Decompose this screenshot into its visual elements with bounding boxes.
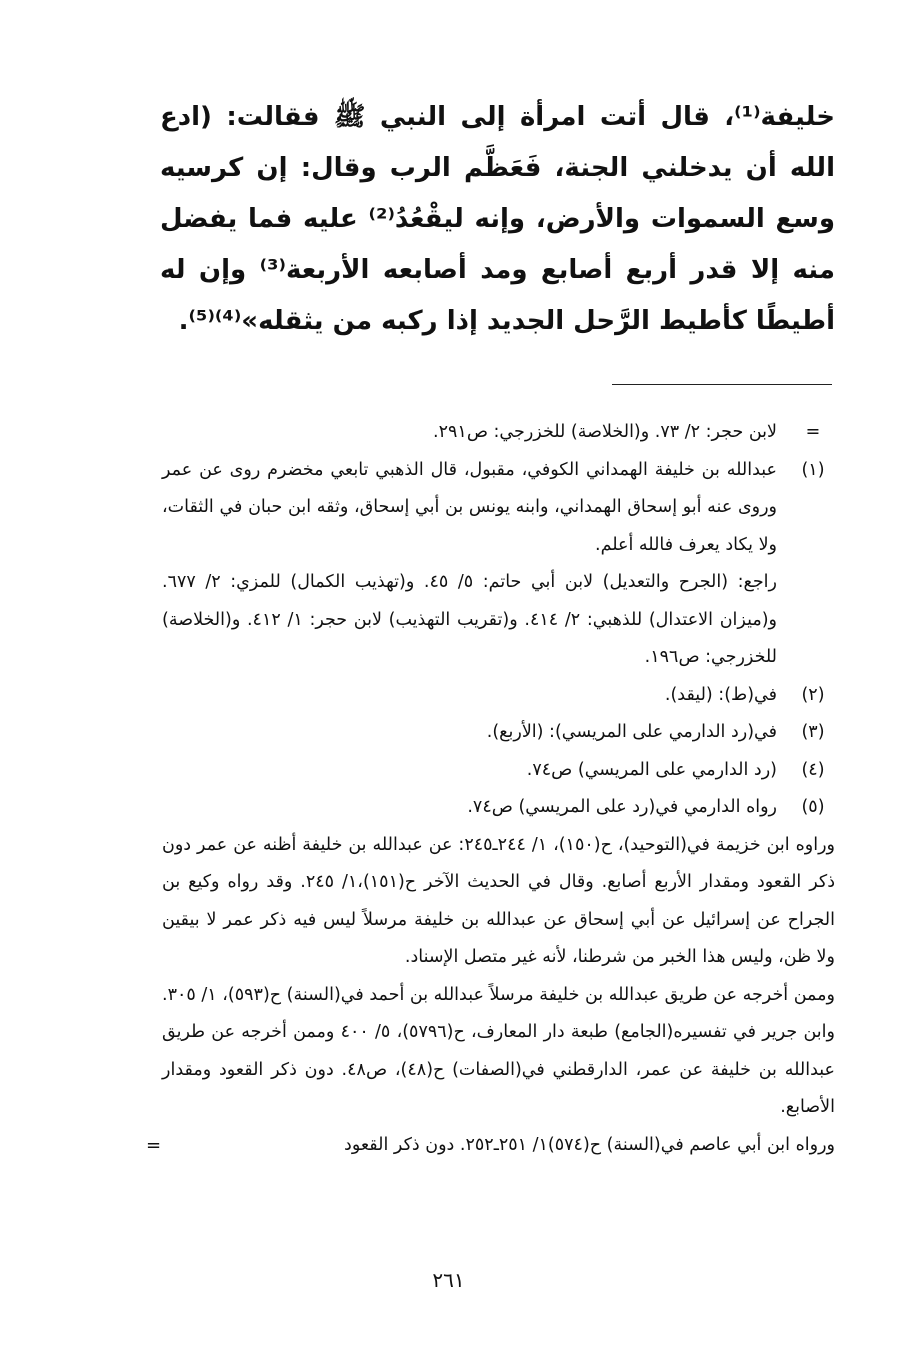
footnote-text: رواه الدارمي في(رد على المريسي) ص٧٤.: [467, 797, 777, 817]
footnote-text: وممن أخرجه عن طريق عبدالله بن خليفة مرسلاً عبدالله بن أحمد في(السنة) ح(٥٩٣)، ١/ ٣٠٥. وابن جرير في تفسيره(الجامع) طبعة دار المعارف، ح(٥٧٩٦)، ٥/ ٤٠٠ وممن أخرجه عن طريق عبدالله بن خليفة عن عمر، الدارقطني في(الصفات) ح(٤٨)، ص٤٨. دون ذكر القعود ومقدار الأصابع.: [162, 984, 836, 1117]
page-number: ٢٦١: [432, 1268, 465, 1292]
footnote-2: [162, 677, 835, 715]
footnote-number: (٥): [801, 797, 825, 817]
footnote-1: [162, 452, 835, 677]
footnote-number: (١): [801, 459, 825, 480]
footnote-carryover: [162, 414, 835, 452]
footnote-text: في(رد الدارمي على المريسي): (الأربع).: [486, 722, 777, 742]
footnote-separator: [612, 384, 832, 385]
footnote-text: (رد الدارمي على المريسي) ص٧٤.: [526, 759, 777, 780]
footnote-number: (٤): [801, 759, 825, 780]
footnote-text: وراوه ابن خزيمة في(التوحيد)، ح(١٥٠)، ١/ ٢٤٤ـ٢٤٥: عن عبدالله بن خليفة أظنه عن عمر دون ذكر القعود ومقدار الأربع أصابع. وقال في الحديث الآخر ح(١٥١)،١/ ٢٤٥. وقد رواه وكيع بن الجراح عن إسرائيل عن أبي إسحاق عن عبدالله بن خليفة مرسلاً ليس فيه ذكر عمر لا بيقين ولا ظن، وليس هذا الخبر من شرطنا، لأنه غير متصل الإسناد.: [162, 834, 835, 967]
footnote-4: [162, 752, 835, 790]
footnote-number: (٢): [801, 684, 825, 705]
footnote-number: (٣): [801, 722, 825, 742]
footnotes: [146, 414, 836, 1164]
footnote-text: ورواه ابن أبي عاصم في(السنة) ح(٥٧٤)١/ ٢٥١ـ٢٥٢. دون ذكر القعود: [344, 1134, 835, 1155]
footnote-3: [162, 714, 835, 752]
continues-mark: =: [146, 1134, 162, 1156]
main-text-block: [160, 92, 835, 347]
footnote-5: [162, 789, 835, 827]
footnote-text: راجع: (الجرح والتعديل) لابن أبي حاتم: ٥/ ٤٥. و(تهذيب الكمال) للمزي: ٢/ ٦٧٧. و(ميزان الاعتدال) للذهبي: ٢/ ٤١٤. و(تقريب التهذيب) لابن حجر: ١/ ٤١٢. و(الخلاصة) للخزرجي: ص١٩٦.: [162, 572, 777, 667]
carryover-text: لابن حجر: ٢/ ٧٣. و(الخلاصة) للخزرجي: ص٢٩١.: [433, 422, 777, 442]
footnote-text: عبدالله بن خليفة الهمداني الكوفي، مقبول، قال الذهبي تابعي مخضرم روى عن عمر وروى عنه أبو إسحاق الهمداني، وابنه يونس بن أبي إسحاق، وثقه ابن حبان في الثقات، ولا يكاد يعرف فالله أعلم.: [162, 459, 777, 555]
footnote-last-line: [146, 1127, 835, 1165]
footnote-5-continuation: [146, 827, 836, 1165]
main-paragraph: خليفة⁽¹⁾، قال أتت امرأة إلى النبي ﷺ فقالت: (ادع الله أن يدخلني الجنة، فَعَظَّم الرب وقال: إن كرسيه وسع السموات والأرض، وإنه ليقْعُدُ⁽²⁾ عليه فما يفضل منه إلا قدر أربع أصابع ومد أصابعه الأربعة⁽³⁾ وإن له أطيطًا كأطيط الرَّحل الجديد إذا ركبه من يثقله»⁽⁴⁾⁽⁵⁾.: [160, 102, 835, 336]
footnote-text: في(ط): (ليقد).: [664, 684, 777, 705]
carryover-mark: =: [805, 422, 821, 442]
